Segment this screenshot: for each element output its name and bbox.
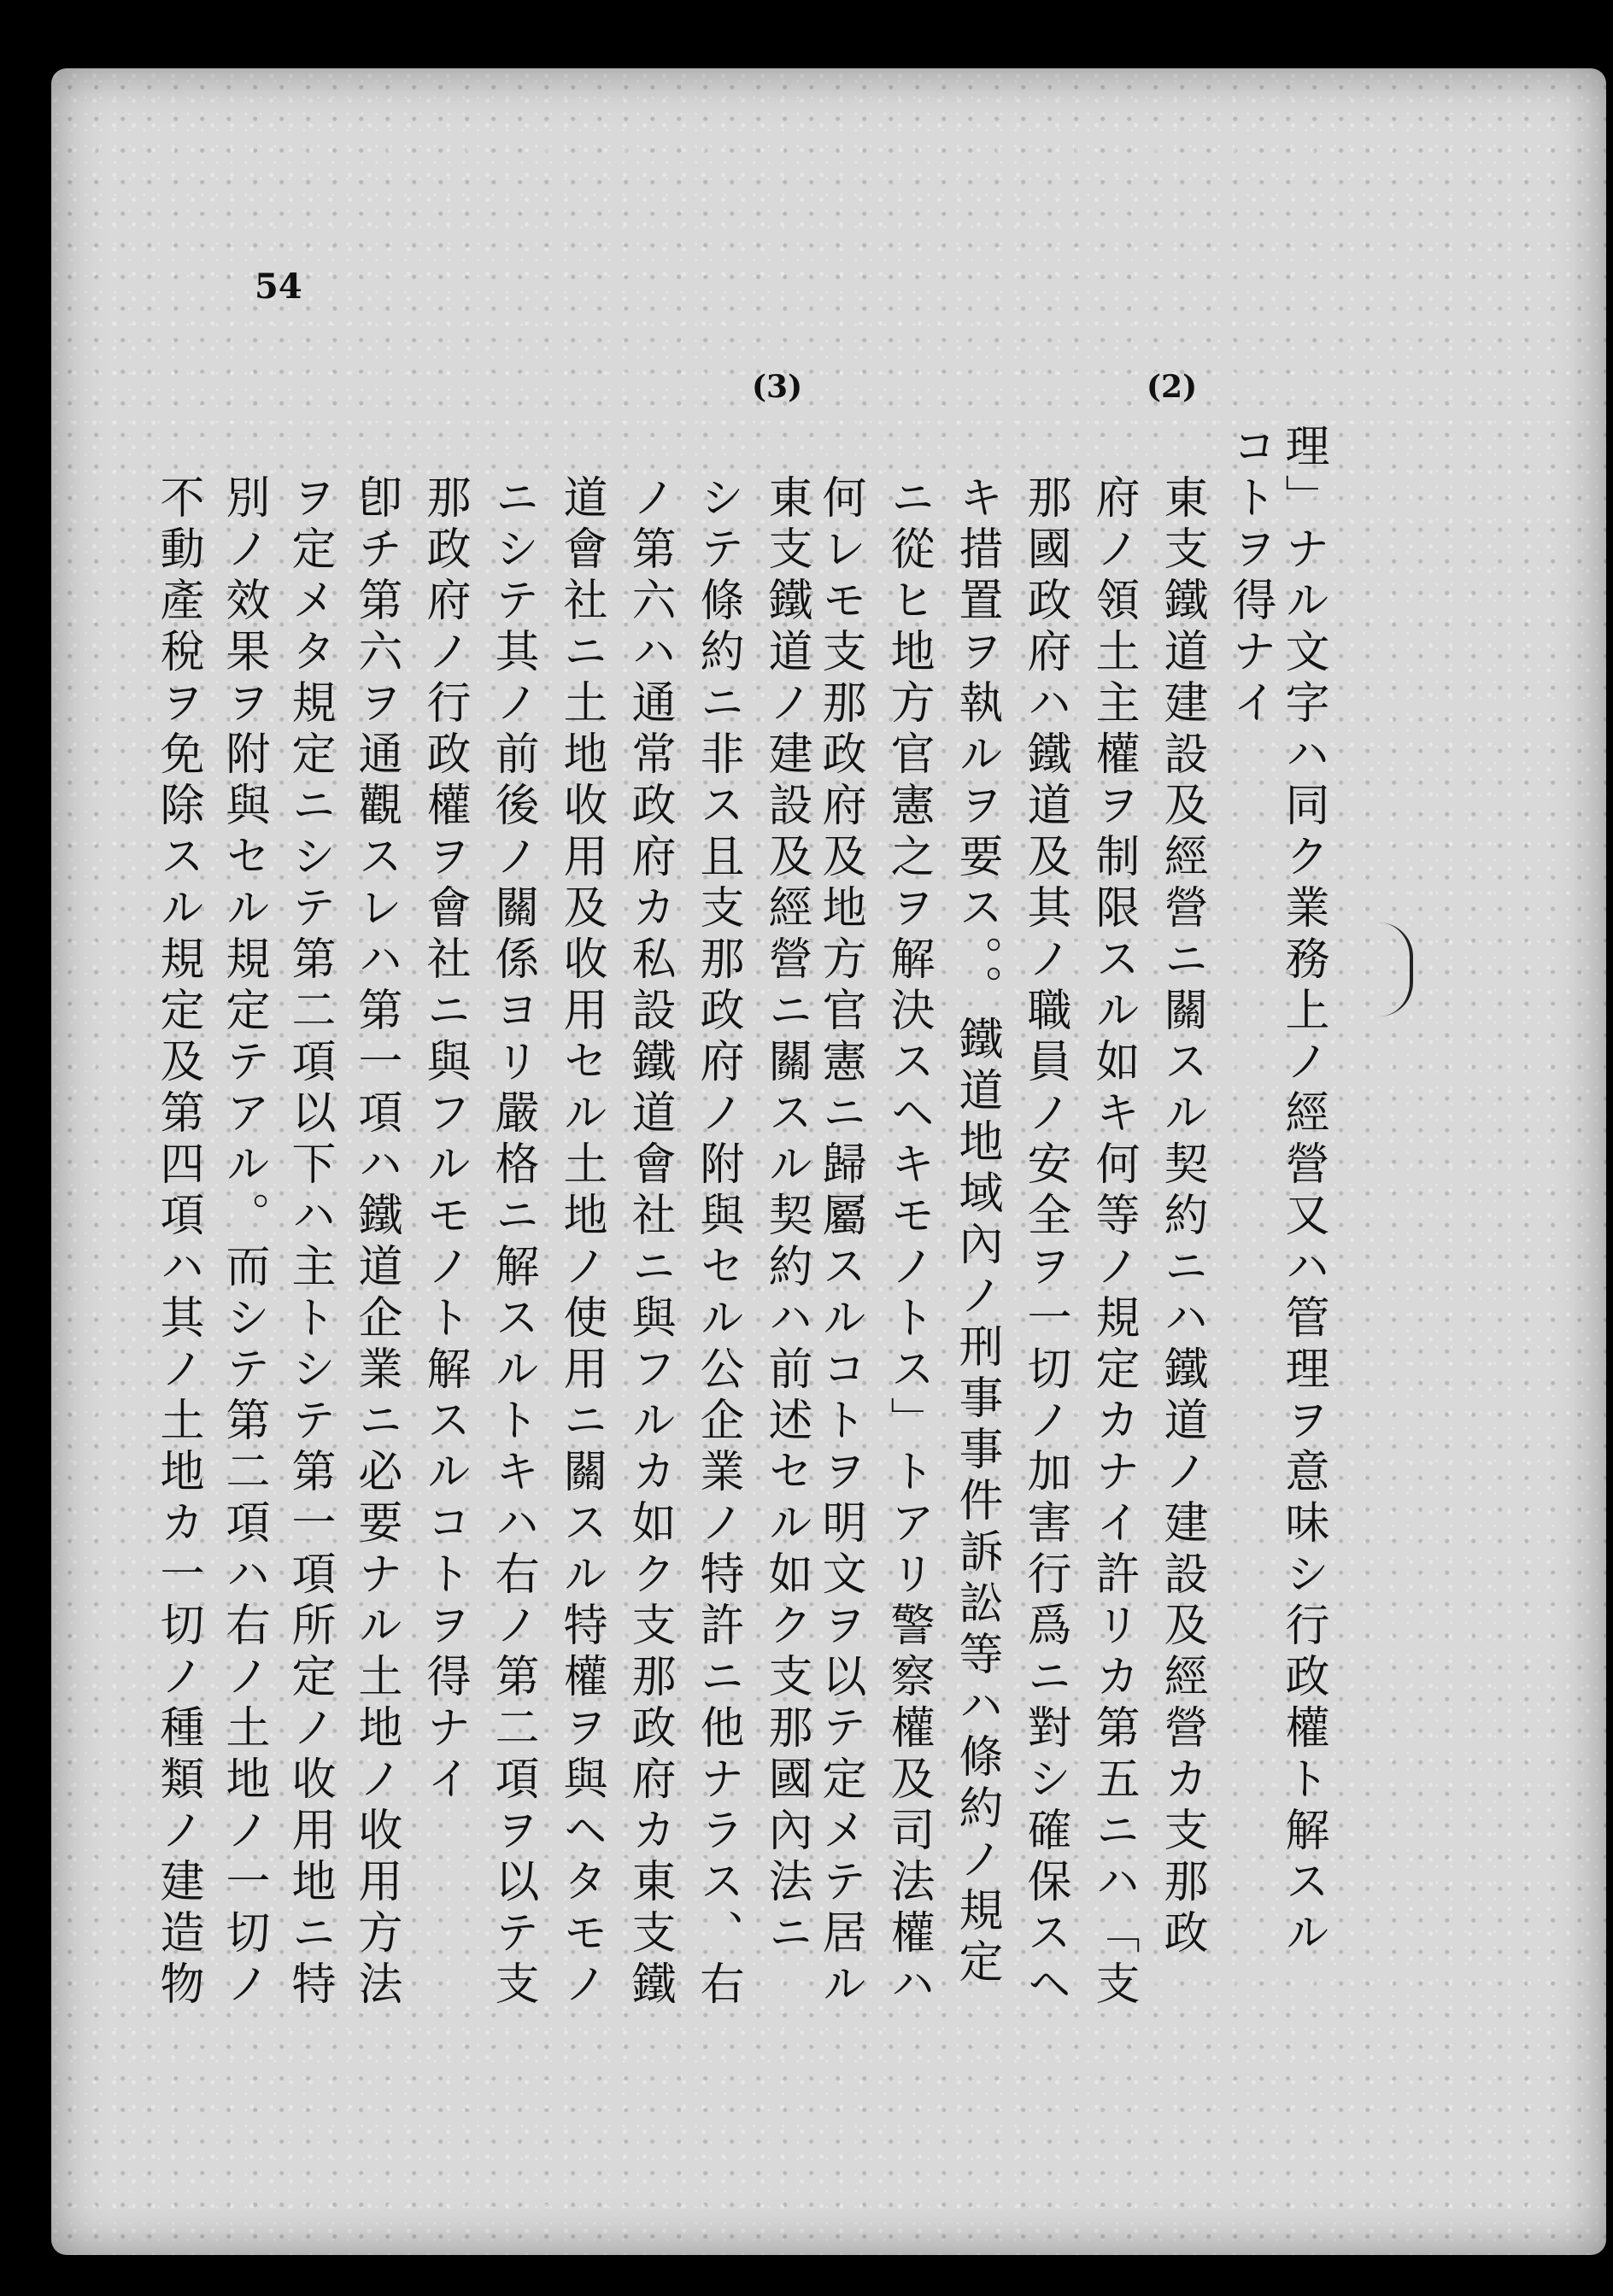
text-column: ノ第六ハ通常政府カ私設鐵道會社ニ與フルカ如ク支那政府カ東支鐵 [624, 474, 675, 2012]
text-column: 理」ナル文字ハ同ク業務上ノ經營又ハ管理ヲ意味シ行政權ト解スル [1277, 423, 1329, 1960]
margin-bracket-mark [1375, 922, 1413, 1016]
text-column: 府ノ領土主權ヲ制限スル如キ何等ノ規定カナイ許リカ第五ニハ「支 [1088, 474, 1139, 2012]
text-column: 東支鐵道建設及經營ニ關スル契約ニハ鐵道ノ建設及經營カ支那政 [1156, 474, 1207, 1960]
text-column: コトヲ得ナイ [1224, 423, 1276, 730]
text-column: キ措置ヲ執ルヲ要ス。。鐵道地域內ノ刑事事件訴訟等ハ條約ノ規定 [951, 474, 1002, 1989]
text-column: 卽チ第六ヲ通觀スレハ第一項ハ鐵道企業ニ必要ナル土地ノ收用方法 [350, 474, 402, 2012]
text-column: ニ從ヒ地方官憲之ヲ解決スヘキモノトス」トアリ警察權及司法權ハ [883, 474, 934, 2012]
section-heading-3: (3) [752, 369, 803, 405]
text-column: ニシテ其ノ前後ノ關係ヨリ嚴格ニ解スルトキハ右ノ第二項ヲ以テ支 [487, 474, 538, 2012]
text-column: 道會社ニ土地收用及收用セル土地ノ使用ニ關スル特權ヲ與ヘタモノ [555, 474, 607, 2012]
text-column: シテ條約ニ非ス且支那政府ノ附與セル公企業ノ特許ニ他ナラス、右 [692, 474, 743, 2012]
text-column: 東支鐵道ノ建設及經營ニ關スル契約ハ前述セル如ク支那國內法ニ [760, 474, 812, 1960]
text-column: 那國政府ハ鐵道及其ノ職員ノ安全ヲ一切ノ加害行爲ニ對シ確保スヘ [1019, 474, 1070, 2012]
section-heading-2: (2) [1147, 369, 1198, 405]
text-column: 何レモ支那政府及地方官憲ニ歸屬スルコトヲ明文ヲ以テ定メテ居ル [814, 474, 865, 2012]
page-number: 54 [255, 266, 302, 307]
text-column: 不動產稅ヲ免除スル規定及第四項ハ其ノ土地カ一切ノ種類ノ建造物 [152, 474, 203, 2012]
text-column: 那政府ノ行政權ヲ會社ニ與フルモノト解スルコトヲ得ナイ [419, 474, 470, 1807]
document-page [51, 68, 1606, 2255]
text-column: ヲ定メタ規定ニシテ第二項以下ハ主トシテ第一項所定ノ收用地ニ特 [284, 474, 335, 2012]
text-column: 別ノ效果ヲ附與セル規定テアル。而シテ第二項ハ右ノ土地ノ一切ノ [218, 474, 269, 2012]
